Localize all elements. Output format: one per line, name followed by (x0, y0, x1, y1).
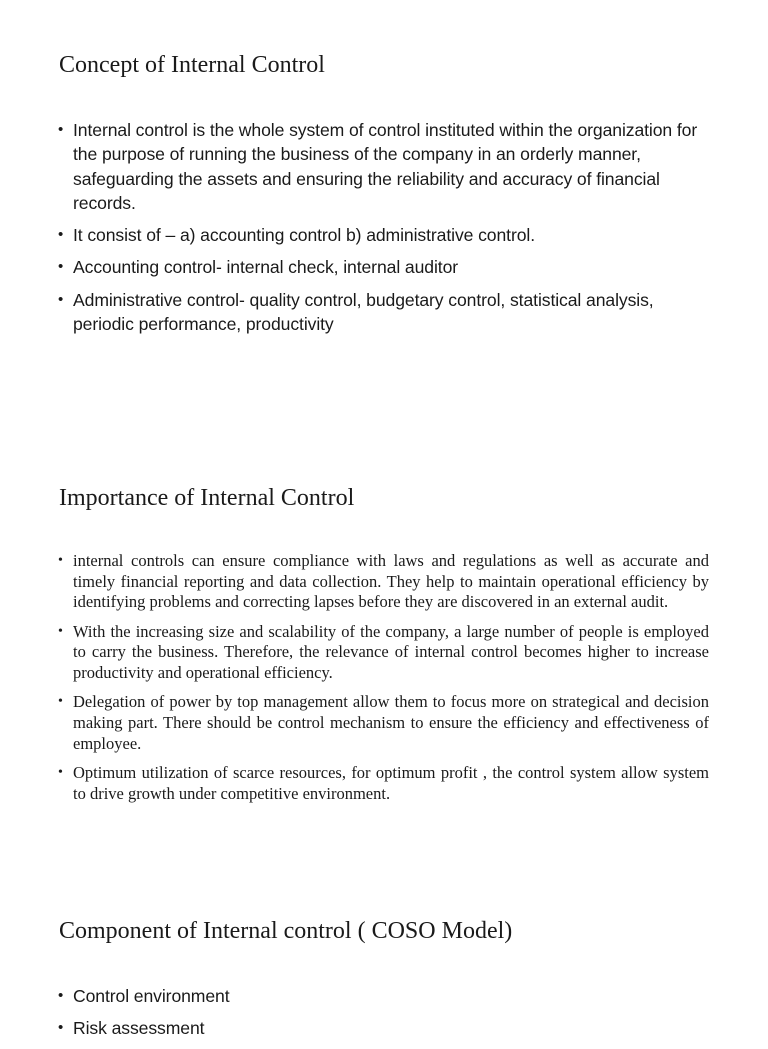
slide-title: Importance of Internal Control (59, 485, 355, 511)
list-item-text: It consist of – a) accounting control b) administrative control. (73, 225, 536, 246)
bullet-icon: • (58, 258, 64, 276)
slide-title: Concept of Internal Control (59, 52, 325, 78)
list-item (58, 551, 709, 613)
bullet-list (58, 984, 698, 1049)
bullet-list (58, 551, 709, 813)
bullet-icon: • (58, 1019, 64, 1037)
bullet-icon: • (58, 623, 63, 639)
bullet-icon: • (58, 987, 64, 1004)
bullet-icon: • (58, 764, 63, 780)
list-item (58, 622, 709, 684)
list-item-text: Delegation of power by top management allow them to focus more on strategical and decision making part. There should be control mechanism to ensure the efficiency and effectiveness of employee. (73, 692, 709, 753)
list-item-text: Internal control is the whole system of control instituted within the organization for the purpose of running the business of the company in an orderly manner, safeguarding the assets and ensuring the reliability and accuracy of financial records. (73, 120, 698, 213)
bullet-icon: • (58, 694, 63, 710)
list-item (58, 984, 698, 1008)
bullet-list (58, 118, 698, 344)
list-item-text: Control environment (73, 986, 230, 1006)
bullet-icon: • (58, 226, 64, 244)
list-item (58, 692, 709, 754)
list-item-text: Accounting control- internal check, internal auditor (73, 257, 459, 278)
slide-title: Component of Internal control ( COSO Model) (59, 918, 513, 944)
list-item (58, 288, 698, 337)
list-item-text: Risk assessment (73, 1018, 205, 1039)
list-item (58, 223, 698, 247)
list-item (58, 118, 698, 215)
list-item (58, 763, 709, 804)
list-item-text: internal controls can ensure compliance with laws and regulations as well as accurate and timely financial reporting and data collection. They help to maintain operational efficiency by identifying problems and correcting lapses before they are discovered in an external audit. (73, 551, 709, 612)
list-item (58, 1016, 698, 1040)
list-item-text: Administrative control- quality control, budgetary control, statistical analysis, periodic performance, productivity (73, 289, 654, 335)
list-item-text: Optimum utilization of scarce resources, for optimum profit , the control system allow system to drive growth under competitive environment. (73, 762, 709, 803)
bullet-icon: • (58, 553, 63, 568)
bullet-icon: • (58, 121, 64, 138)
bullet-icon: • (58, 290, 64, 308)
list-item-text: With the increasing size and scalability of the company, a large number of people is employed to carry the business. Therefore, the relevance of internal control becomes higher to increase productivity and operational efficiency. (73, 621, 709, 683)
list-item (58, 255, 698, 279)
